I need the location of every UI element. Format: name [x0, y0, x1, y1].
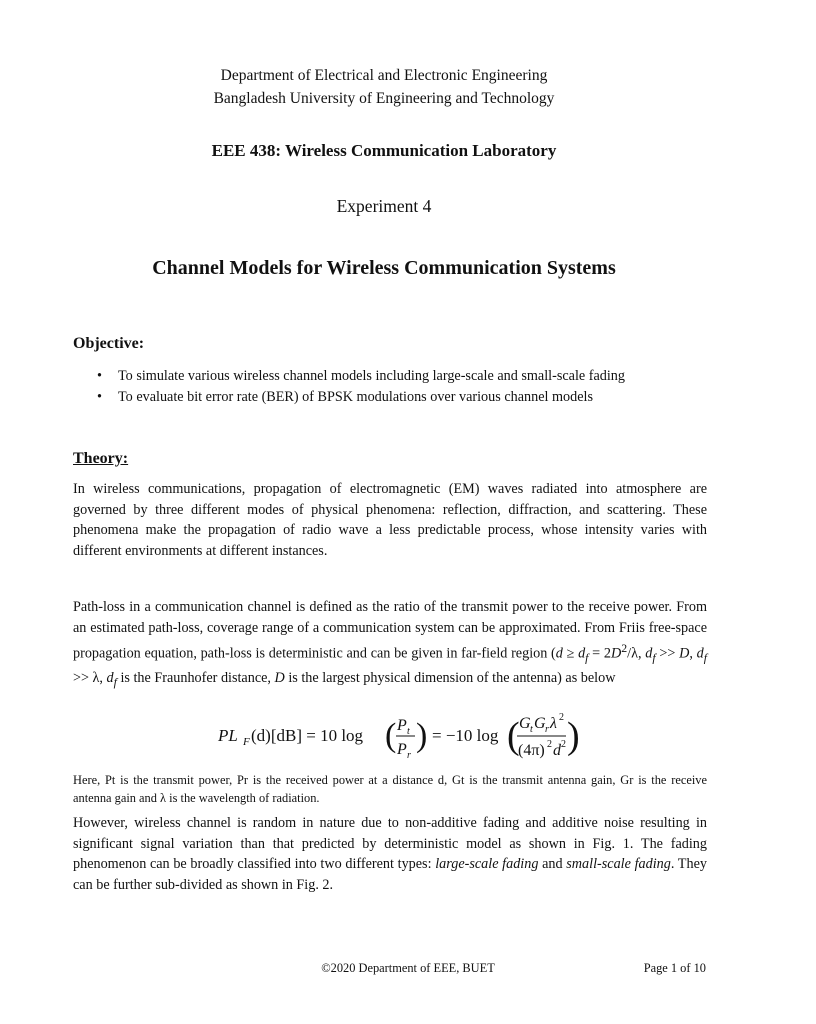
svg-text:λ: λ: [550, 715, 557, 732]
svg-text:G: G: [534, 715, 546, 732]
equation-description: Here, Pt is the transmit power, Pr is the received power at a distance d, Gt is the transmit antenna gain, Gr is the receive antenna gain and λ is the wavelength of radiation.: [73, 773, 707, 805]
svg-text:= −10 log: = −10 log: [432, 726, 499, 745]
svg-text:(4π): (4π): [518, 742, 545, 759]
footer-copyright: ©2020 Department of EEE, BUET: [321, 961, 495, 975]
svg-text:2: 2: [547, 739, 552, 750]
svg-text:P: P: [397, 741, 407, 758]
svg-text:(: (: [507, 715, 520, 757]
svg-text:r: r: [407, 750, 411, 761]
svg-text:d: d: [553, 742, 561, 759]
svg-text:): ): [416, 717, 428, 754]
theory-heading: Theory:: [73, 450, 129, 467]
svg-text:(d)[dB] = 10 log: (d)[dB] = 10 log: [251, 726, 364, 745]
footer-page-number: Page 1 of 10: [643, 961, 706, 975]
svg-text:(: (: [385, 717, 397, 754]
experiment-number: Experiment 4: [336, 196, 432, 216]
svg-text:t: t: [530, 724, 533, 735]
objective-heading: Objective:: [73, 335, 145, 352]
svg-text:2: 2: [561, 739, 566, 750]
course-title: EEE 438: Wireless Communication Laboratory: [211, 141, 557, 160]
svg-text:r: r: [545, 724, 549, 735]
svg-text:2: 2: [559, 712, 564, 723]
svg-text:PL: PL: [218, 726, 238, 745]
objective-list: [73, 366, 625, 408]
svg-text:): ): [567, 715, 580, 757]
svg-text:G: G: [519, 715, 531, 732]
path-loss-equation: [218, 708, 578, 764]
svg-text:P: P: [397, 717, 407, 734]
theory-paragraph-4: However, wireless channel is random in nature due to non-additive fading and additive noise resulting in significant signal variation than that predicted by deterministic model as shown in Fig. 1. The fading phenomenon can be broadly classified into two different types: large-scale fading and small-scale fading. They can be further sub-divided as shown in Fig. 2.: [73, 815, 707, 893]
objective-item: • To simulate various wireless channel models including large-scale and small-scale fading: [73, 366, 625, 387]
department-header: [0, 64, 768, 110]
theory-paragraph-1: In wireless communications, propagation of electromagnetic (EM) waves radiated into atmosphere are governed by three different modes of physical phenomena: reflection, diffraction, and scattering. These phenomena make the propagation of radio wave a less predictable process, whose intensity varies with different environments at different instances.: [73, 481, 707, 559]
svg-text:t: t: [407, 726, 410, 737]
objective-item: • To evaluate bit error rate (BER) of BPSK modulations over various channel models: [73, 387, 625, 408]
document-title: Channel Models for Wireless Communication Systems: [152, 257, 616, 279]
department-name: Department of Electrical and Electronic Engineering: [220, 67, 548, 84]
university-name: Bangladesh University of Engineering and Technology: [213, 90, 555, 107]
svg-text:F: F: [243, 736, 250, 748]
theory-paragraph-2: Path-loss in a communication channel is defined as the ratio of the transmit power to the receive power. From an estimated path-loss, coverage range of a communication system can be approximated. From Friis free-space propagation equation, path-loss is deterministic and can be given in far-field region ($d \ge d_f = 2D^2/\lambda$, $d_f >> D$, $d_f >> \lambda$, $d_f$ is the Fraunhofer distance, D is the largest physical dimension of the antenna) as below: [73, 599, 707, 690]
